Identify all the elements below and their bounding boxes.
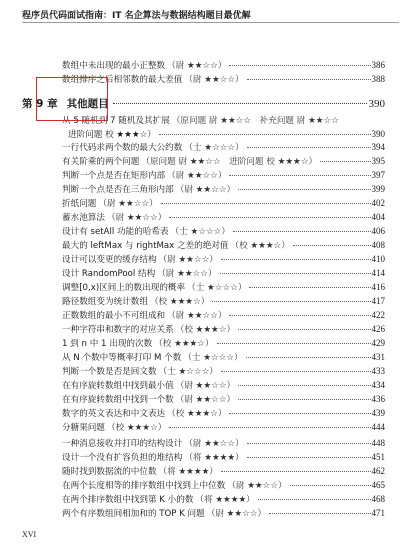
- toc-entry[interactable]: [62, 338, 385, 350]
- dot-leader: [258, 498, 371, 500]
- toc-entry-title: 从 N 个数中等概率打印 M 个数: [62, 353, 182, 363]
- toc-entry-page: 390: [371, 129, 385, 139]
- toc-entry[interactable]: [62, 74, 385, 86]
- toc-entry-difficulty: （尉 ★★☆☆）: [175, 185, 236, 195]
- toc-entry[interactable]: [62, 310, 385, 322]
- toc-entry-difficulty: （将 ★★★★）: [184, 453, 244, 463]
- toc-entry-difficulty: （校 ★★★☆）: [106, 423, 167, 433]
- toc-entry-difficulty: （尉 ★★☆☆）: [184, 75, 244, 85]
- toc-entry-difficulty: （尉 ★★☆☆）: [175, 395, 236, 405]
- toc-entry[interactable]: [62, 142, 385, 154]
- toc-entry-difficulty: （尉 ★★☆☆）: [206, 509, 267, 519]
- toc-entry-page: 426: [371, 324, 385, 334]
- toc-entry[interactable]: [62, 198, 385, 210]
- toc-entry-title: 判断一个点是否在矩形内部: [62, 171, 166, 181]
- dot-leader: [233, 230, 371, 232]
- toc-entry-difficulty: （校 ★★★☆）: [154, 339, 214, 349]
- running-header: 程序员代码面试指南：IT 名企算法与数据结构题目最优解: [22, 11, 251, 21]
- toc-entry-title: 在两个排序数组中找到第 K 小的数: [62, 495, 194, 505]
- toc-entry-page: 406: [371, 226, 385, 236]
- toc-entry[interactable]: [62, 282, 385, 294]
- toc-entry-difficulty: （校 ★★★☆）: [175, 325, 236, 335]
- dot-leader: [238, 188, 370, 190]
- toc-entry-page: 395: [371, 156, 385, 166]
- toc-entry-difficulty: （士 ★☆☆☆）: [187, 283, 247, 293]
- page-number: XVI: [22, 530, 37, 539]
- toc-entry-title: 一行代码求两个数的最大公约数: [62, 143, 183, 153]
- toc-entry-difficulty: （尉 ★★☆☆）: [157, 269, 217, 279]
- toc-entry-difficulty: （士 ★☆☆☆）: [184, 143, 244, 153]
- dot-leader: [221, 258, 371, 260]
- toc-entry[interactable]: [62, 254, 385, 266]
- toc-entry-title: 一种字符串和数字的对应关系: [62, 325, 174, 335]
- dot-leader: [238, 398, 370, 400]
- toc-entry-title: 分糖果问题: [62, 423, 105, 433]
- toc-entry[interactable]: [62, 296, 385, 308]
- dot-leader: [169, 216, 370, 218]
- toc-entry-difficulty: （尉 ★★☆☆）: [167, 61, 227, 71]
- toc-entry-difficulty: （将 ★★★★）: [195, 495, 255, 505]
- toc-entry[interactable]: [62, 394, 385, 406]
- dot-leader: [320, 160, 370, 162]
- toc-entry-page: 386: [371, 60, 385, 70]
- toc-entry-page: 462: [371, 466, 385, 476]
- toc-entry-difficulty: （将 ★★★★）: [158, 467, 218, 477]
- toc-entry[interactable]: [62, 324, 385, 336]
- toc-entry-title: 折纸问题: [62, 199, 97, 209]
- dot-leader: [220, 272, 371, 274]
- toc-entry-page: 429: [371, 338, 385, 348]
- toc-entry-title: 调整[0,x)区间上的数出现的概率: [62, 283, 186, 293]
- dot-leader: [113, 102, 367, 104]
- toc-entry[interactable]: [62, 508, 385, 520]
- toc-entry-difficulty: （校 ★★★☆）: [167, 409, 227, 419]
- toc-entry-title: 数组中未出现的最小正整数: [62, 61, 166, 71]
- toc-entry[interactable]: [62, 466, 385, 478]
- toc-entry-page: 417: [371, 296, 385, 306]
- toc-entry-difficulty: （尉 ★★☆☆）: [227, 481, 287, 491]
- toc-entry-page: 408: [371, 240, 385, 250]
- toc-entry[interactable]: [62, 380, 385, 392]
- toc-entry-difficulty: （士 ★☆☆☆）: [170, 227, 230, 237]
- toc-entry-title: 判断一个点是否在三角形内部: [62, 185, 174, 195]
- dot-leader: [238, 384, 370, 386]
- toc-entry-title: 在有序旋转数组中找到最小值: [62, 381, 174, 391]
- toc-entry-difficulty: （尉 ★★☆☆）: [167, 171, 227, 181]
- dot-leader: [229, 314, 370, 316]
- dot-leader: [169, 426, 370, 428]
- dot-leader: [290, 484, 371, 486]
- dot-leader: [238, 328, 370, 330]
- chapter-title: 其他题目: [66, 98, 109, 110]
- toc-entry-continuation[interactable]: [68, 129, 385, 141]
- toc-entry[interactable]: [62, 156, 385, 168]
- toc-entry-page: 468: [371, 494, 385, 504]
- toc-entry-title: 有关阶乘的两个问题: [62, 157, 140, 167]
- toc-entry-difficulty: （尉 ★★☆☆）: [184, 439, 244, 449]
- toc-entry-title: 判断一个数是否是回文数: [62, 367, 157, 377]
- toc-entry-difficulty: （尉 ★★☆☆）: [167, 311, 227, 321]
- toc-entry-page: 434: [371, 380, 385, 390]
- dot-leader: [229, 174, 370, 176]
- dot-leader: [229, 64, 370, 66]
- toc-entry-page: 410: [371, 254, 385, 264]
- dot-leader: [293, 244, 371, 246]
- toc-entry[interactable]: [62, 494, 385, 506]
- dot-leader: [212, 300, 370, 302]
- toc-entry-difficulty: （尉 ★★☆☆）: [175, 381, 236, 391]
- toc-entry[interactable]: [62, 408, 385, 420]
- toc-entry-page: 465: [371, 480, 385, 490]
- toc-entry[interactable]: [62, 60, 385, 72]
- dot-leader: [269, 512, 370, 514]
- toc-entry[interactable]: [62, 438, 385, 450]
- toc-entry[interactable]: [62, 226, 385, 238]
- toc-entry-title: 数组排序之后相邻数的最大差值: [62, 75, 183, 85]
- dot-leader: [247, 78, 371, 80]
- toc-entry-difficulty: （校 ★★★☆）: [230, 241, 290, 251]
- highlight-annotation-box: [36, 77, 108, 121]
- toc-entry-title: 数字的英文表达和中文表达: [62, 409, 166, 419]
- toc-entry-page: 402: [371, 198, 385, 208]
- toc-entry-title: 两个有序数组间相加和的 TOP K 问题: [62, 509, 205, 519]
- toc-entry-page: 451: [371, 452, 385, 462]
- toc-entry-title: 路径数组变为统计数组: [62, 297, 148, 307]
- toc-entry-page: 433: [371, 366, 385, 376]
- dot-leader: [247, 146, 371, 148]
- toc-entry[interactable]: [62, 352, 385, 364]
- toc-entry-page: 414: [371, 268, 385, 278]
- toc-entry-title: 设计 RandomPool 结构: [62, 269, 156, 279]
- toc-entry-difficulty: （原问题 尉 ★★☆☆ 补充问题 尉 ★★☆☆: [171, 116, 339, 126]
- dot-leader: [247, 442, 371, 444]
- toc-entry-difficulty: （尉 ★★☆☆）: [106, 213, 167, 223]
- toc-entry[interactable]: [62, 480, 385, 492]
- toc-entry[interactable]: [62, 240, 385, 252]
- toc-entry-title: 一种消息接收并打印的结构设计: [62, 439, 183, 449]
- toc-entry-page: 444: [371, 422, 385, 432]
- dot-leader: [217, 342, 371, 344]
- dot-leader: [159, 133, 371, 135]
- toc-entry-page: 471: [371, 508, 385, 518]
- toc-entry[interactable]: [62, 170, 385, 182]
- toc-entry-page: 422: [371, 310, 385, 320]
- dot-leader: [249, 286, 370, 288]
- dot-leader: [229, 412, 370, 414]
- toc-entry-page: 388: [371, 74, 385, 84]
- toc-entry-title: 设计一个没有扩容负担的堆结构: [62, 453, 183, 463]
- toc-entry-title: 设计有 setAll 功能的哈希表: [62, 227, 169, 237]
- toc-entry-page: 416: [371, 282, 385, 292]
- toc-entry[interactable]: [62, 212, 385, 224]
- toc-entry-title: 最大的 leftMax 与 rightMax 之差的绝对值: [62, 241, 229, 251]
- dot-leader: [221, 470, 371, 472]
- toc-entry-page: 448: [371, 438, 385, 448]
- toc-entry[interactable]: [62, 366, 385, 378]
- toc-entry[interactable]: [62, 422, 385, 434]
- chapter-page: 390: [368, 98, 385, 110]
- toc-entry-difficulty: （士 ★☆☆☆）: [183, 353, 243, 363]
- toc-entry-title: 进阶问题 校 ★★★☆）: [68, 130, 156, 140]
- toc-entry-difficulty: （士 ★☆☆☆）: [158, 367, 218, 377]
- toc-entry-difficulty: （原问题 尉 ★★☆☆ 进阶问题 校 ★★★☆）: [141, 157, 318, 167]
- toc-entry-title: 在两个长度相等的排序数组中找到上中位数: [62, 481, 226, 491]
- toc-entry-page: 431: [371, 352, 385, 362]
- toc-entry-page: 436: [371, 394, 385, 404]
- toc-entry-title: 设计可以变更的缓存结构: [62, 255, 157, 265]
- dot-leader: [221, 370, 371, 372]
- toc-entry-title: 从 5 随机到 7 随机及其扩展: [62, 116, 170, 126]
- toc-entry-title: 正数数组的最小不可组成和: [62, 311, 166, 321]
- dot-leader: [246, 356, 371, 358]
- toc-entry-title: 蓄水池算法: [62, 213, 105, 223]
- toc-entry-difficulty: （校 ★★★☆）: [149, 297, 210, 307]
- toc-entry-title: 1 到 n 中 1 出现的次数: [62, 339, 153, 349]
- chapter-number: 第 9 章: [22, 98, 58, 110]
- toc-entry-page: 394: [371, 142, 385, 152]
- toc-entry-title: 随时找到数据流的中位数: [62, 467, 157, 477]
- dot-leader: [161, 202, 371, 204]
- toc-entry-difficulty: （尉 ★★☆☆）: [158, 255, 218, 265]
- toc-entry-page: 404: [371, 212, 385, 222]
- toc-entry-page: 439: [371, 408, 385, 418]
- dot-leader: [247, 456, 371, 458]
- toc-entry-difficulty: （尉 ★★☆☆）: [98, 199, 158, 209]
- toc-entry[interactable]: [62, 184, 385, 196]
- toc-entry-title: 在有序旋转数组中找到一个数: [62, 395, 174, 405]
- toc-entry[interactable]: [62, 452, 385, 464]
- toc-entry[interactable]: [62, 268, 385, 280]
- toc-entry-page: 397: [371, 170, 385, 180]
- toc-entry-page: 399: [371, 184, 385, 194]
